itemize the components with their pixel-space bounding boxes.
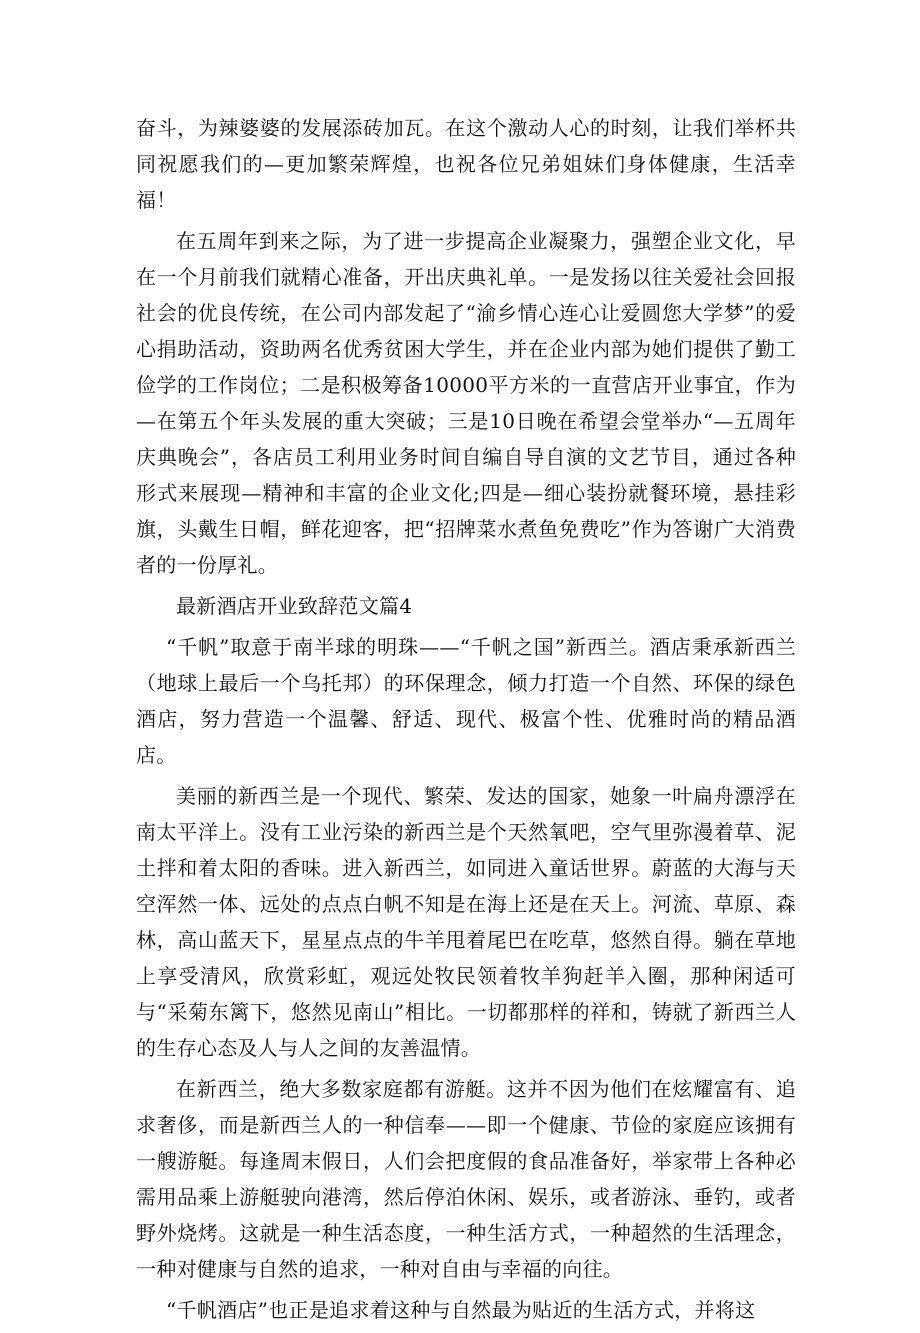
- paragraph-yacht: 在新西兰，绝大多数家庭都有游艇。这并不因为他们在炫耀富有、追求奢侈，而是新西兰人的一种信奉——即一个健康、节俭的家庭应该拥有一艘游艇。每逢周末假日，人们会把度假的食品准备好，举家带上各种必需用品乘上游艇驶向港湾，然后停泊休闲、娱乐，或者游泳、垂钓，或者野外烧烤。这就是一种生活态度，一种生活方式，一种超然的生活理念，一种对健康与自然的追求，一种对自由与幸福的向往。: [136, 1077, 796, 1281]
- paragraph-continuation: 奋斗，为辣婆婆的发展添砖加瓦。在这个激动人心的时刻，让我们举杯共同祝愿我们的—更加繁荣辉煌，也祝各位兄弟姐妹们身体健康，生活幸福！: [136, 116, 796, 212]
- document-body: [136, 110, 796, 1333]
- paragraph-qianfan-meaning: “千帆”取意于南半球的明珠——“千帆之国”新西兰。酒店秉承新西兰（地球上最后一个乌托邦）的环保理念，倾力打造一个自然、环保的绿色酒店，努力营造一个温馨、舒适、现代、极富个性、优雅时尚的精品酒店。: [136, 635, 796, 767]
- paragraph-hotel-lifestyle: “千帆酒店”也正是追求着这种与自然最为贴近的生活方式，并将这: [166, 1298, 756, 1322]
- section-heading: 最新酒店开业致辞范文篇4: [176, 594, 413, 618]
- paragraph-new-zealand: 美丽的新西兰是一个现代、繁荣、发达的国家，她象一叶扁舟漂浮在南太平洋上。没有工业污染的新西兰是个天然氧吧，空气里弥漫着草、泥土拌和着太阳的香味。进入新西兰，如同进入童话世界。蔚蓝的大海与天空浑然一体、远处的点点白帆不知是在海上还是在天上。河流、草原、森林，高山蓝天下，星星点点的牛羊甩着尾巴在吃草，悠然自得。躺在草地上享受清风，欣赏彩虹，观远处牧民领着牧羊狗赶羊入圈，那种闲适可与“采菊东篱下，悠然见南山”相比。一切都那样的祥和，铸就了新西兰人的生存心态及人与人之间的友善温情。: [136, 784, 796, 1060]
- paragraph-anniversary: 在五周年到来之际，为了进一步提高企业凝聚力，强塑企业文化，早在一个月前我们就精心准备，开出庆典礼单。一是发扬以往关爱社会回报社会的优良传统，在公司内部发起了“渝乡情心连心让爱圆您大学梦”的爱心捐助活动，资助两名优秀贫困大学生，并在企业内部为她们提供了勤工俭学的工作岗位；二是积极筹备10000平方米的一直营店开业事宜，作为—在第五个年头发展的重大突破；三是10日晚在希望会堂举办“—五周年庆典晚会”，各店员工利用业务时间自编自导自演的文艺节目，通过各种形式来展现—精神和丰富的企业文化;四是—细心装扮就餐环境，悬挂彩旗，头戴生日帽，鲜花迎客，把“招牌菜水煮鱼免费吃”作为答谢广大消费者的一份厚礼。: [136, 229, 796, 577]
